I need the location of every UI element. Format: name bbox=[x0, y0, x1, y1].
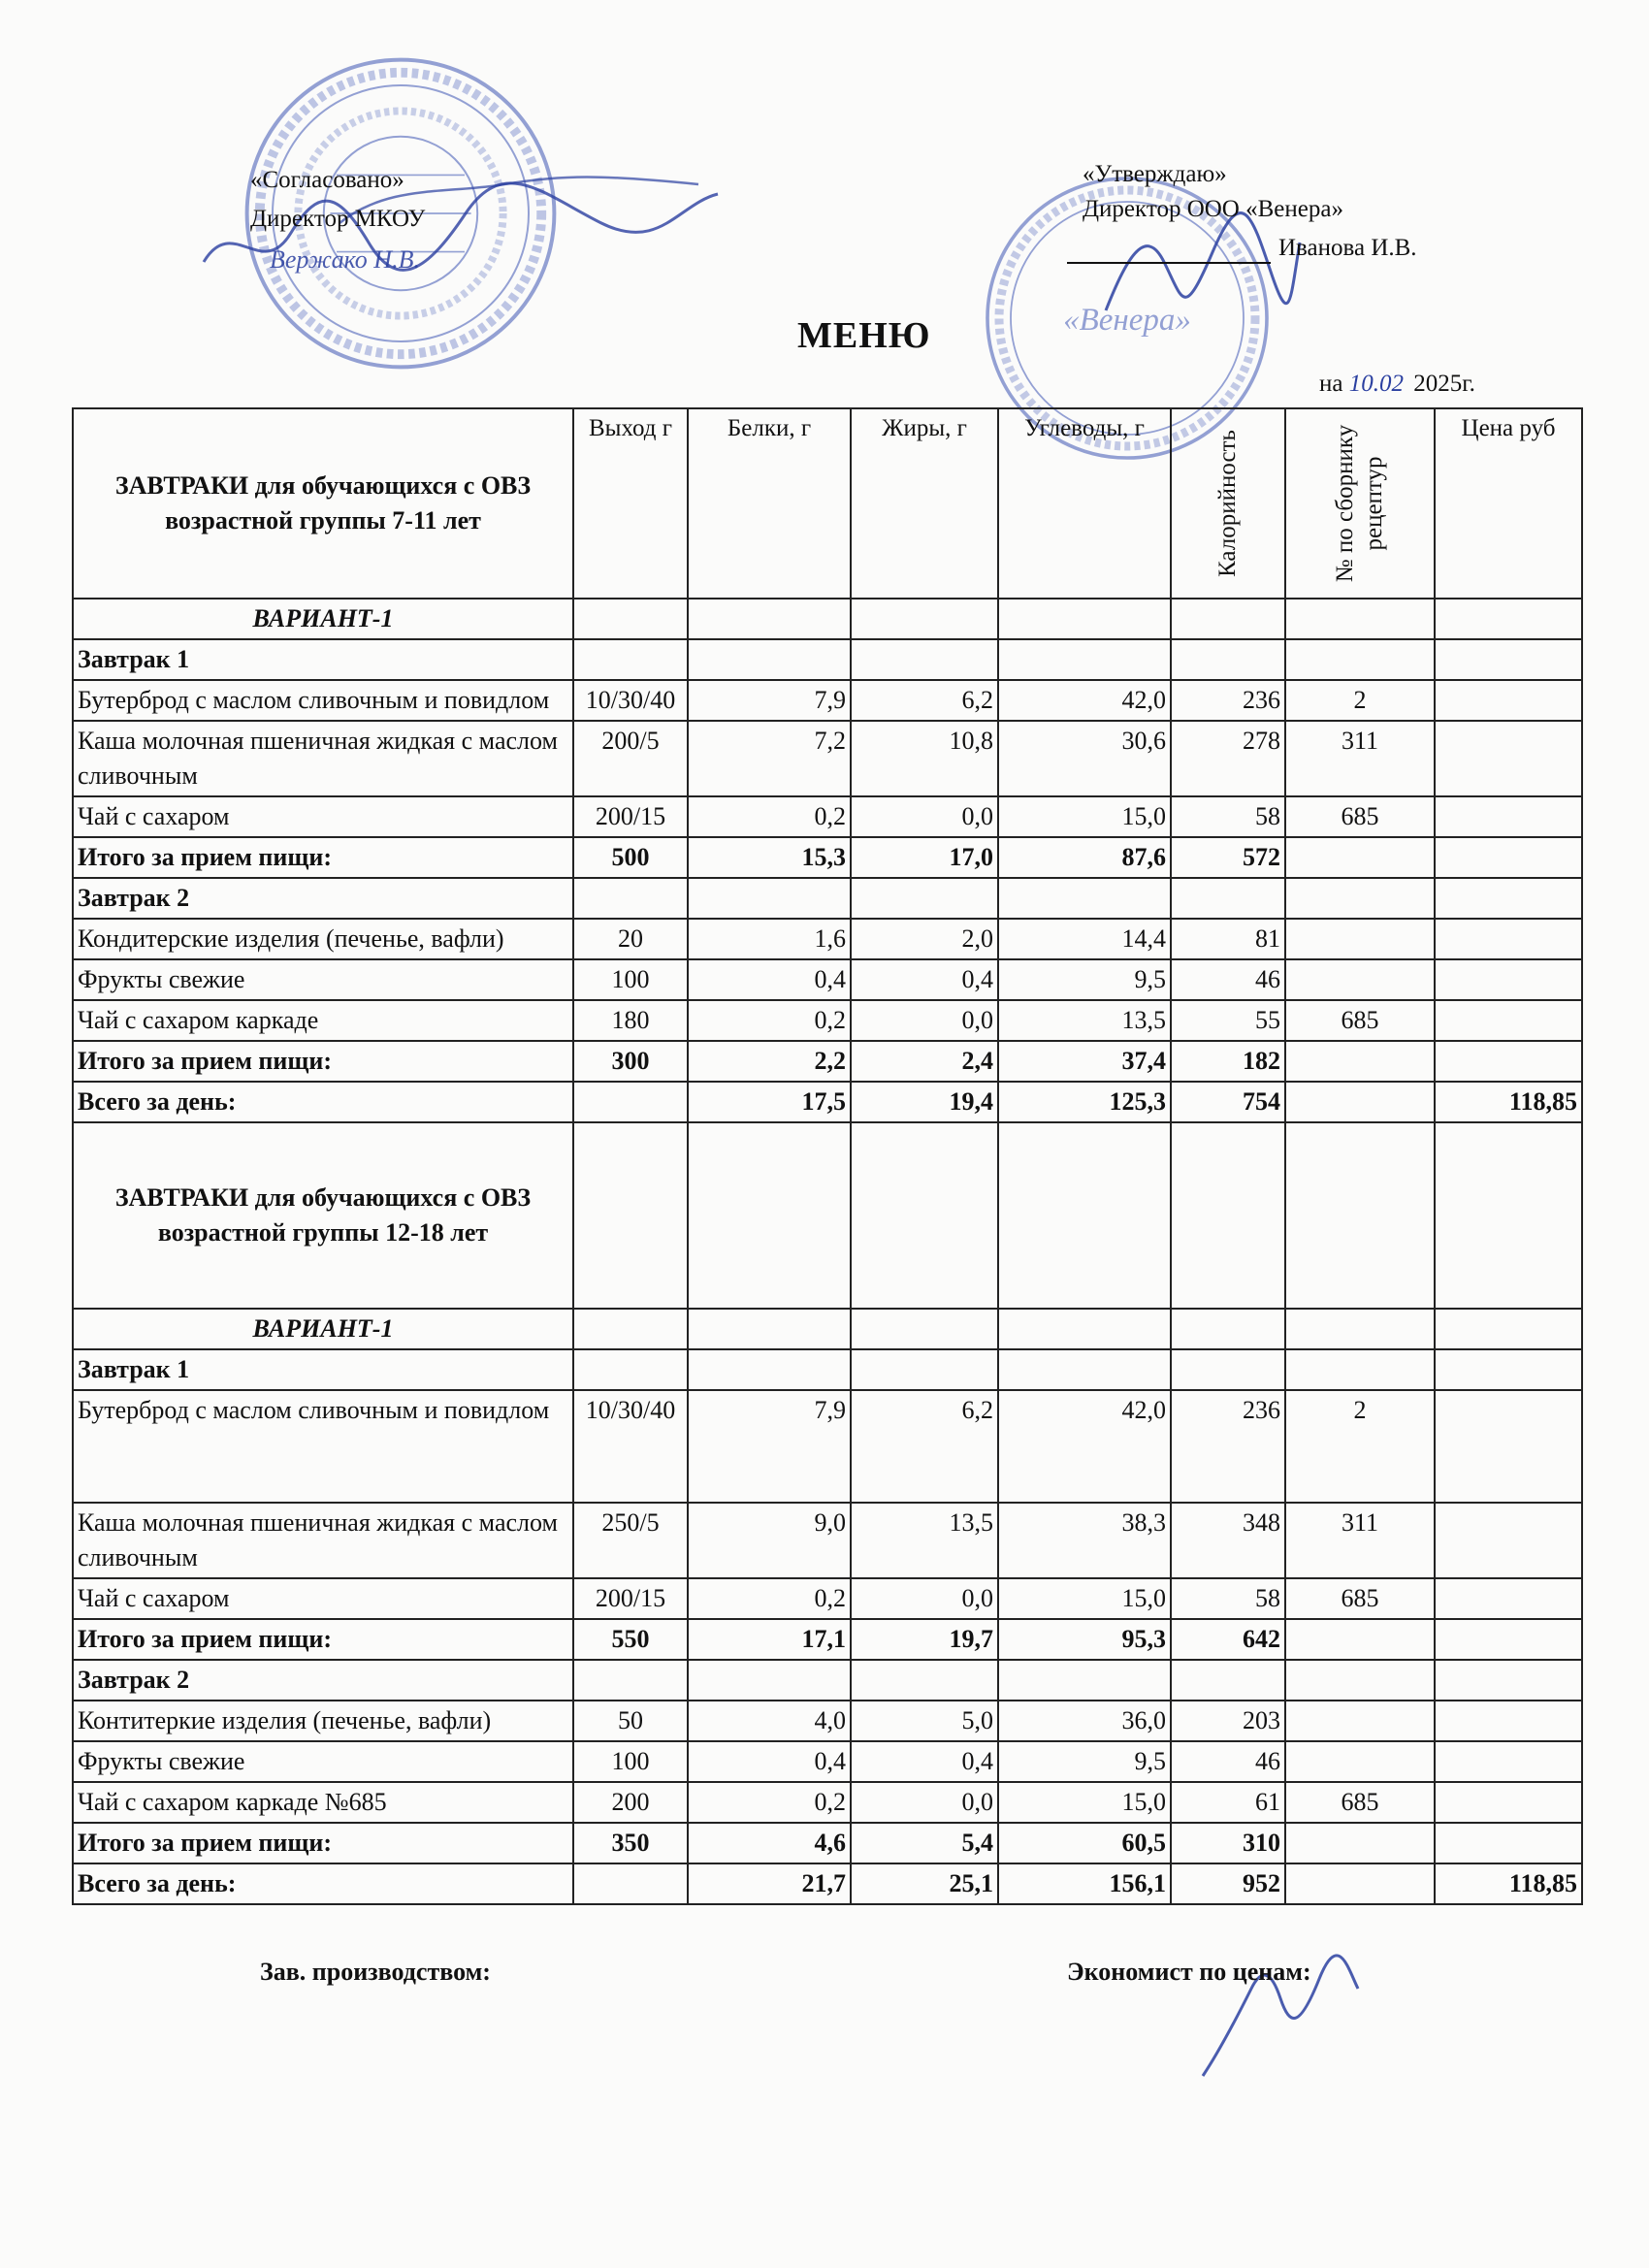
dish-protein: 7,9 bbox=[688, 1390, 851, 1503]
table-row bbox=[73, 959, 1582, 1000]
dish-calories: 55 bbox=[1171, 1000, 1285, 1041]
dish-carbs: 42,0 bbox=[998, 680, 1171, 721]
agreed-name: Вержако Н.В. bbox=[270, 245, 420, 274]
col-calories-label: Калорийность bbox=[1214, 430, 1241, 577]
col-recipe bbox=[1285, 408, 1435, 599]
dish-output: 200/5 bbox=[573, 721, 688, 796]
dish-protein: 7,2 bbox=[688, 721, 851, 796]
col-calories bbox=[1171, 408, 1285, 599]
day-total-fat: 19,4 bbox=[851, 1082, 998, 1122]
dish-fat: 0,0 bbox=[851, 1000, 998, 1041]
meal-label: Завтрак 2 bbox=[73, 878, 573, 919]
day-total-row bbox=[73, 1863, 1582, 1904]
dish-recipe bbox=[1285, 1701, 1435, 1741]
dish-calories: 46 bbox=[1171, 959, 1285, 1000]
day-total-fat: 25,1 bbox=[851, 1863, 998, 1904]
section-12-18 bbox=[73, 1122, 1582, 1904]
dish-protein: 7,9 bbox=[688, 680, 851, 721]
day-total-price: 118,85 bbox=[1435, 1863, 1582, 1904]
day-total-carbs: 125,3 bbox=[998, 1082, 1171, 1122]
dish-output: 100 bbox=[573, 1741, 688, 1782]
dish-calories: 236 bbox=[1171, 1390, 1285, 1503]
variant-label: ВАРИАНТ-1 bbox=[73, 599, 573, 639]
dish-fat: 0,0 bbox=[851, 1578, 998, 1619]
dish-recipe: 2 bbox=[1285, 1390, 1435, 1503]
dish-fat: 13,5 bbox=[851, 1503, 998, 1578]
dish-output: 250/5 bbox=[573, 1503, 688, 1578]
col-protein: Белки, г bbox=[688, 408, 851, 599]
dish-name: Кондитерские изделия (печенье, вафли) bbox=[73, 919, 573, 959]
dish-output: 200/15 bbox=[573, 1578, 688, 1619]
dish-fat: 0,0 bbox=[851, 1782, 998, 1823]
dish-carbs: 15,0 bbox=[998, 796, 1171, 837]
dish-calories: 203 bbox=[1171, 1701, 1285, 1741]
total-carbs: 37,4 bbox=[998, 1041, 1171, 1082]
meal-total-row bbox=[73, 1619, 1582, 1660]
dish-name: Чай с сахаром bbox=[73, 1578, 573, 1619]
agreed-label: «Согласовано» bbox=[250, 167, 404, 193]
dish-protein: 0,4 bbox=[688, 1741, 851, 1782]
dish-carbs: 42,0 bbox=[998, 1390, 1171, 1503]
total-label: Итого за прием пищи: bbox=[73, 837, 573, 878]
dish-protein: 0,2 bbox=[688, 1782, 851, 1823]
dish-carbs: 13,5 bbox=[998, 1000, 1171, 1041]
dish-name: Контитеркие изделия (печенье, вафли) bbox=[73, 1701, 573, 1741]
dish-fat: 5,0 bbox=[851, 1701, 998, 1741]
table-header-row bbox=[73, 408, 1582, 599]
total-protein: 2,2 bbox=[688, 1041, 851, 1082]
col-fat: Жиры, г bbox=[851, 408, 998, 599]
dish-name: Фрукты свежие bbox=[73, 959, 573, 1000]
section-title-row bbox=[73, 1122, 1582, 1309]
dish-recipe: 311 bbox=[1285, 721, 1435, 796]
menu-table bbox=[72, 407, 1583, 1905]
total-fat: 17,0 bbox=[851, 837, 998, 878]
dish-name: Фрукты свежие bbox=[73, 1741, 573, 1782]
dish-recipe: 685 bbox=[1285, 1782, 1435, 1823]
meal-label: Завтрак 1 bbox=[73, 639, 573, 680]
dish-output: 20 bbox=[573, 919, 688, 959]
day-total-protein: 21,7 bbox=[688, 1863, 851, 1904]
dish-recipe: 685 bbox=[1285, 1578, 1435, 1619]
dish-carbs: 14,4 bbox=[998, 919, 1171, 959]
dish-calories: 58 bbox=[1171, 796, 1285, 837]
approve-director: Директор ООО «Венера» bbox=[1083, 196, 1343, 222]
dish-output: 100 bbox=[573, 959, 688, 1000]
total-fat: 5,4 bbox=[851, 1823, 998, 1863]
day-total-price: 118,85 bbox=[1435, 1082, 1582, 1122]
dish-protein: 9,0 bbox=[688, 1503, 851, 1578]
meal-total-row bbox=[73, 1041, 1582, 1082]
meal-total-row bbox=[73, 837, 1582, 878]
day-total-carbs: 156,1 bbox=[998, 1863, 1171, 1904]
total-label: Итого за прием пищи: bbox=[73, 1823, 573, 1863]
dish-carbs: 15,0 bbox=[998, 1578, 1171, 1619]
meal-label: Завтрак 2 bbox=[73, 1660, 573, 1701]
table-row bbox=[73, 1782, 1582, 1823]
dish-protein: 4,0 bbox=[688, 1701, 851, 1741]
total-calories: 310 bbox=[1171, 1823, 1285, 1863]
meal-row bbox=[73, 1660, 1582, 1701]
table-row bbox=[73, 1578, 1582, 1619]
dish-fat: 2,0 bbox=[851, 919, 998, 959]
dish-protein: 1,6 bbox=[688, 919, 851, 959]
approve-label: «Утверждаю» bbox=[1083, 161, 1227, 187]
dish-fat: 10,8 bbox=[851, 721, 998, 796]
total-label: Итого за прием пищи: bbox=[73, 1041, 573, 1082]
dish-output: 50 bbox=[573, 1701, 688, 1741]
table-row bbox=[73, 680, 1582, 721]
dish-calories: 46 bbox=[1171, 1741, 1285, 1782]
company-stamp-text: «Венера» bbox=[1063, 303, 1191, 338]
table-row bbox=[73, 1000, 1582, 1041]
day-total-protein: 17,5 bbox=[688, 1082, 851, 1122]
dish-carbs: 30,6 bbox=[998, 721, 1171, 796]
meal-row bbox=[73, 639, 1582, 680]
total-carbs: 95,3 bbox=[998, 1619, 1171, 1660]
dish-calories: 61 bbox=[1171, 1782, 1285, 1823]
dish-recipe bbox=[1285, 1741, 1435, 1782]
total-protein: 15,3 bbox=[688, 837, 851, 878]
variant-row bbox=[73, 1309, 1582, 1349]
dish-fat: 6,2 bbox=[851, 1390, 998, 1503]
meal-total-row bbox=[73, 1823, 1582, 1863]
page-title: МЕНЮ bbox=[797, 315, 931, 356]
dish-calories: 236 bbox=[1171, 680, 1285, 721]
dish-output: 180 bbox=[573, 1000, 688, 1041]
dish-calories: 58 bbox=[1171, 1578, 1285, 1619]
total-calories: 572 bbox=[1171, 837, 1285, 878]
dish-output: 200/15 bbox=[573, 796, 688, 837]
approve-signature-line bbox=[1067, 231, 1271, 264]
col-price: Цена руб bbox=[1435, 408, 1582, 599]
dish-recipe: 685 bbox=[1285, 796, 1435, 837]
dish-calories: 278 bbox=[1171, 721, 1285, 796]
total-output: 300 bbox=[573, 1041, 688, 1082]
day-total-row bbox=[73, 1082, 1582, 1122]
variant-row bbox=[73, 599, 1582, 639]
dish-name: Чай с сахаром bbox=[73, 796, 573, 837]
dish-output: 200 bbox=[573, 1782, 688, 1823]
table-row bbox=[73, 721, 1582, 796]
dish-name: Каша молочная пшеничная жидкая с маслом сливочным bbox=[73, 721, 573, 796]
economist-label: Экономист по ценам: bbox=[1067, 1958, 1311, 1986]
dish-carbs: 36,0 bbox=[998, 1701, 1171, 1741]
dish-calories: 348 bbox=[1171, 1503, 1285, 1578]
dish-calories: 81 bbox=[1171, 919, 1285, 959]
total-carbs: 87,6 bbox=[998, 837, 1171, 878]
dish-carbs: 38,3 bbox=[998, 1503, 1171, 1578]
day-total-calories: 754 bbox=[1171, 1082, 1285, 1122]
total-protein: 4,6 bbox=[688, 1823, 851, 1863]
dish-recipe bbox=[1285, 919, 1435, 959]
meal-row bbox=[73, 1349, 1582, 1390]
day-total-label: Всего за день: bbox=[73, 1082, 573, 1122]
agreed-director: Директор МКОУ bbox=[250, 206, 426, 232]
date-prefix: на bbox=[1319, 371, 1343, 397]
date-handwritten: 10.02 bbox=[1348, 371, 1404, 397]
total-carbs: 60,5 bbox=[998, 1823, 1171, 1863]
dish-carbs: 9,5 bbox=[998, 959, 1171, 1000]
day-total-label: Всего за день: bbox=[73, 1863, 573, 1904]
total-fat: 19,7 bbox=[851, 1619, 998, 1660]
dish-fat: 0,4 bbox=[851, 1741, 998, 1782]
dish-protein: 0,2 bbox=[688, 1578, 851, 1619]
dish-fat: 0,4 bbox=[851, 959, 998, 1000]
total-output: 500 bbox=[573, 837, 688, 878]
variant-label: ВАРИАНТ-1 bbox=[73, 1309, 573, 1349]
col-recipe-label: № по сборнику рецептур bbox=[1332, 424, 1387, 583]
dish-recipe: 685 bbox=[1285, 1000, 1435, 1041]
date-year: 2025г. bbox=[1413, 371, 1475, 397]
dish-name: Бутерброд с маслом сливочным и повидлом bbox=[73, 1390, 573, 1503]
dish-name: Бутерброд с маслом сливочным и повидлом bbox=[73, 680, 573, 721]
table-row bbox=[73, 1741, 1582, 1782]
approve-name: Иванова И.В. bbox=[1278, 235, 1417, 261]
dish-name: Каша молочная пшеничная жидкая с маслом сливочным bbox=[73, 1503, 573, 1578]
dish-recipe bbox=[1285, 959, 1435, 1000]
menu-date bbox=[1319, 369, 1475, 400]
dish-carbs: 15,0 bbox=[998, 1782, 1171, 1823]
table-row bbox=[73, 1390, 1582, 1503]
dish-fat: 6,2 bbox=[851, 680, 998, 721]
dish-name: Чай с сахаром каркаде №685 bbox=[73, 1782, 573, 1823]
total-output: 350 bbox=[573, 1823, 688, 1863]
total-output: 550 bbox=[573, 1619, 688, 1660]
dish-protein: 0,2 bbox=[688, 1000, 851, 1041]
dish-output: 10/30/40 bbox=[573, 680, 688, 721]
dish-recipe: 311 bbox=[1285, 1503, 1435, 1578]
table-row bbox=[73, 1701, 1582, 1741]
dish-recipe: 2 bbox=[1285, 680, 1435, 721]
dish-fat: 0,0 bbox=[851, 796, 998, 837]
section-title: ЗАВТРАКИ для обучающихся с ОВЗ возрастной группы 12-18 лет bbox=[73, 1122, 573, 1309]
section-7-11 bbox=[73, 408, 1582, 1122]
day-total-calories: 952 bbox=[1171, 1863, 1285, 1904]
total-calories: 182 bbox=[1171, 1041, 1285, 1082]
section-title: ЗАВТРАКИ для обучающихся с ОВЗ возрастной группы 7-11 лет bbox=[73, 408, 573, 599]
dish-protein: 0,4 bbox=[688, 959, 851, 1000]
dish-protein: 0,2 bbox=[688, 796, 851, 837]
table-row bbox=[73, 1503, 1582, 1578]
table-row bbox=[73, 919, 1582, 959]
total-fat: 2,4 bbox=[851, 1041, 998, 1082]
dish-name: Чай с сахаром каркаде bbox=[73, 1000, 573, 1041]
total-label: Итого за прием пищи: bbox=[73, 1619, 573, 1660]
col-output: Выход г bbox=[573, 408, 688, 599]
total-calories: 642 bbox=[1171, 1619, 1285, 1660]
table-row bbox=[73, 796, 1582, 837]
meal-label: Завтрак 1 bbox=[73, 1349, 573, 1390]
total-protein: 17,1 bbox=[688, 1619, 851, 1660]
meal-row bbox=[73, 878, 1582, 919]
col-carbs: Углеводы, г bbox=[998, 408, 1171, 599]
dish-carbs: 9,5 bbox=[998, 1741, 1171, 1782]
production-manager-label: Зав. производством: bbox=[260, 1958, 491, 1986]
dish-output: 10/30/40 bbox=[573, 1390, 688, 1503]
